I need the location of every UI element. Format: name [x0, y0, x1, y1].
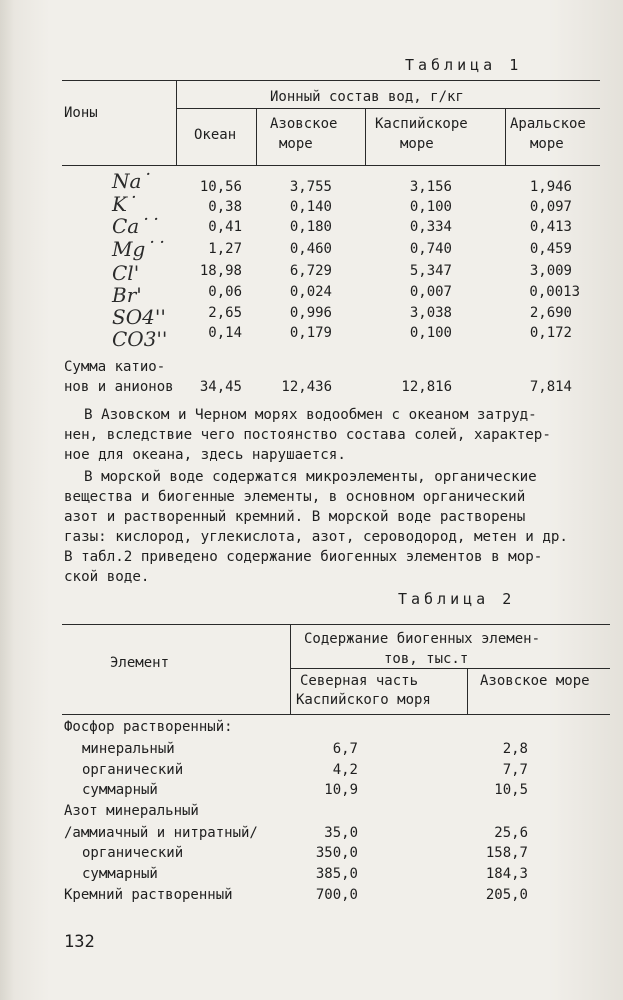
table1-sum-cell: 12,816 — [401, 379, 452, 395]
table2-row-label: органический — [82, 762, 184, 778]
page-number: 132 — [64, 932, 95, 952]
table1-cell: 0,007 — [409, 284, 452, 300]
table2-col-divider — [467, 668, 468, 714]
table1-col-divider — [505, 108, 506, 165]
table1-cell: 0,413 — [529, 219, 572, 235]
table1-sum-cell: 34,45 — [199, 379, 242, 395]
table1-col-ocean: Океан — [194, 127, 237, 143]
table2-element-header: Элемент — [110, 655, 170, 671]
table2-row-label: минеральный — [82, 741, 175, 757]
table2-caption: Таблица 2 — [398, 590, 516, 608]
table1-col-aral-line1: Аральское — [510, 116, 586, 132]
table2-row-label: /аммиачный и нитратный/ — [64, 825, 258, 841]
table2-col-divider — [290, 624, 291, 714]
table2-row-label: суммарный — [82, 866, 158, 882]
table1-header-rule — [62, 165, 600, 166]
table2-group-rule — [290, 668, 610, 669]
table2-cell: 385,0 — [315, 866, 358, 882]
table2-row-label: Фосфор растворенный: — [64, 719, 233, 735]
table1-col-divider — [176, 80, 177, 165]
table1-cell: 0,996 — [289, 305, 332, 321]
table1-cell: 1,27 — [208, 241, 242, 257]
table1-cell: 3,038 — [409, 305, 452, 321]
table1-cell: 10,56 — [199, 179, 242, 195]
table1-cell: 0,100 — [409, 199, 452, 215]
table1-col-caspian-line2: море — [400, 136, 434, 152]
table1-col-azov-line1: Азовское — [270, 116, 338, 132]
ion-label-handwritten: K˙ — [112, 192, 137, 216]
table1-sum-label-line2: нов и анионов — [64, 379, 174, 395]
table1-cell: 0,38 — [208, 199, 242, 215]
table1-cell: 3,156 — [409, 179, 452, 195]
table2-cell: 10,5 — [494, 782, 528, 798]
paragraph-line: ской воде. — [64, 569, 150, 585]
table2-group-header-line1: Содержание биогенных элемен- — [304, 631, 541, 647]
ion-label-handwritten: Br' — [112, 283, 142, 307]
table1-cell: 0,459 — [529, 241, 572, 257]
table2-cell: 35,0 — [324, 825, 358, 841]
table1-cell: 0,0013 — [529, 284, 580, 300]
table1-cell: 0,14 — [208, 325, 242, 341]
paragraph-line: В табл.2 приведено содержание биогенных элементов в мор- — [64, 549, 543, 565]
table1-col-divider — [365, 108, 366, 165]
paragraph-line: азот и растворенный кремний. В морской воде растворены — [64, 509, 526, 525]
table1-cell: 0,41 — [208, 219, 242, 235]
table2-cell: 25,6 — [494, 825, 528, 841]
table2-top-rule — [62, 624, 610, 625]
ion-label-handwritten: Mg˙˙ — [112, 237, 166, 261]
table1-cell: 0,024 — [289, 284, 332, 300]
table1-cell: 2,690 — [529, 305, 572, 321]
table2-cell: 2,8 — [502, 741, 528, 757]
ion-label-handwritten: CO3'' — [112, 327, 168, 351]
table1-cell: 0,06 — [208, 284, 242, 300]
table1-ions-header: Ионы — [64, 105, 98, 121]
table2-cell: 350,0 — [315, 845, 358, 861]
table2-cell: 158,7 — [485, 845, 528, 861]
table1-cell: 0,097 — [529, 199, 572, 215]
paragraph-line: ное для океана, здесь нарушается. — [64, 447, 346, 463]
table2-col-azov: Азовское море — [480, 673, 590, 689]
table1-cell: 0,179 — [289, 325, 332, 341]
ion-label-handwritten: Ca˙˙ — [112, 214, 160, 238]
table2-cell: 7,7 — [502, 762, 528, 778]
table1-caption: Таблица 1 — [405, 56, 523, 74]
paragraph-line: газы: кислород, углекислота, азот, сероводород, метен и др. — [64, 529, 568, 545]
table2-cell: 6,7 — [332, 741, 358, 757]
table1-cell: 0,140 — [289, 199, 332, 215]
table2-cell: 205,0 — [485, 887, 528, 903]
table1-col-divider — [256, 108, 257, 165]
table1-cell: 5,347 — [409, 263, 452, 279]
table1-group-rule — [176, 108, 600, 109]
table2-group-header-line2: тов, тыс.т — [384, 651, 469, 667]
paragraph-line: В морской воде содержатся микроэлементы, органические — [84, 469, 537, 485]
table2-cell: 10,9 — [324, 782, 358, 798]
table1-group-header: Ионный состав вод, г/кг — [270, 89, 464, 105]
table2-header-rule — [62, 714, 610, 715]
ion-label-handwritten: Cl' — [112, 261, 140, 285]
table1-col-azov-line2: море — [279, 136, 313, 152]
table1-cell: 1,946 — [529, 179, 572, 195]
ion-label-handwritten: SO4'' — [112, 305, 166, 329]
table2-row-label: суммарный — [82, 782, 158, 798]
table1-cell: 18,98 — [199, 263, 242, 279]
table2-row-label: органический — [82, 845, 184, 861]
page-binding-shadow — [0, 0, 14, 1000]
table1-cell: 0,334 — [409, 219, 452, 235]
table1-cell: 0,180 — [289, 219, 332, 235]
table1-sum-label-line1: Сумма катио- — [64, 359, 166, 375]
table1-cell: 0,460 — [289, 241, 332, 257]
table1-cell: 6,729 — [289, 263, 332, 279]
table1-cell: 2,65 — [208, 305, 242, 321]
paragraph-line: В Азовском и Черном морях водообмен с океаном затруд- — [84, 407, 537, 423]
table1-sum-cell: 12,436 — [281, 379, 332, 395]
table2-col-north-line2: Каспийского моря — [296, 692, 431, 708]
table2-row-label: Кремний растворенный — [64, 887, 233, 903]
table2-cell: 4,2 — [332, 762, 358, 778]
table1-sum-cell: 7,814 — [529, 379, 572, 395]
ion-label-handwritten: Na˙ — [112, 169, 152, 193]
table2-row-label: Азот минеральный — [64, 803, 199, 819]
table1-cell: 0,740 — [409, 241, 452, 257]
table1-cell: 0,100 — [409, 325, 452, 341]
table1-col-aral-line2: море — [530, 136, 564, 152]
paragraph-line: вещества и биогенные элементы, в основном органический — [64, 489, 526, 505]
table1-col-caspian-line1: Каспийскоре — [375, 116, 468, 132]
paragraph-line: нен, вследствие чего постоянство состава солей, характер- — [64, 427, 551, 443]
table1-top-rule — [62, 80, 600, 81]
table1-cell: 3,009 — [529, 263, 572, 279]
table1-cell: 0,172 — [529, 325, 572, 341]
table1-cell: 3,755 — [289, 179, 332, 195]
table2-cell: 700,0 — [315, 887, 358, 903]
table2-cell: 184,3 — [485, 866, 528, 882]
table2-col-north-line1: Северная часть — [300, 673, 419, 689]
